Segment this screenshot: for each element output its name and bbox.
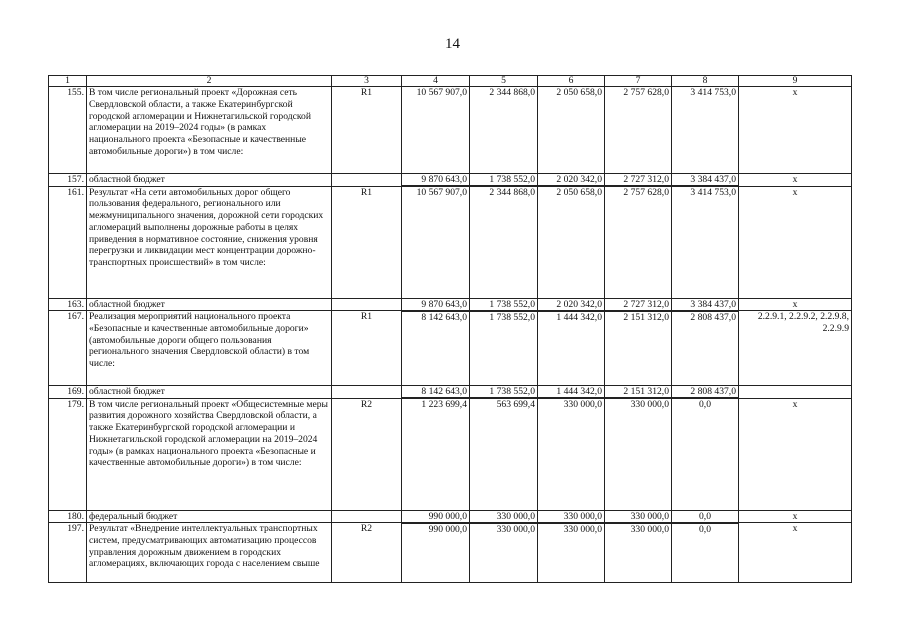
table-row [49, 298, 852, 311]
table-row [49, 87, 852, 174]
row-value-col5: 1 738 552,0 [470, 298, 538, 311]
row-value-col4: 10 567 907,0 [402, 186, 470, 298]
row-value-col6: 1 444 342,0 [538, 386, 605, 399]
row-reference: х [739, 87, 852, 174]
row-value-col4: 9 870 643,0 [402, 174, 470, 187]
row-code: R1 [332, 87, 402, 174]
row-value-col6: 330 000,0 [538, 398, 605, 510]
row-description: В том числе региональный проект «Общесистемные меры развития дорожного хозяйства Свердловской области, а также Екатеринбургской городской агломерации и Нижнетагильской городской агломерации на 2019–2024 годы» (в рамках национального проекта «Безопасные и качественные автомобильные дороги») в том числе: [87, 398, 332, 510]
row-code [332, 510, 402, 523]
row-value-col5: 330 000,0 [470, 510, 538, 523]
row-number: 179. [49, 398, 87, 510]
row-value-col4: 990 000,0 [402, 523, 470, 583]
header-cell: 6 [538, 76, 605, 87]
row-value-col4: 9 870 643,0 [402, 298, 470, 311]
row-value-col8: 3 414 753,0 [672, 87, 739, 174]
row-number: 155. [49, 87, 87, 174]
header-cell: 1 [49, 76, 87, 87]
row-value-col8: 0,0 [672, 398, 739, 510]
row-value-col7: 330 000,0 [605, 523, 672, 583]
row-value-col6: 330 000,0 [538, 510, 605, 523]
row-value-col4: 8 142 643,0 [402, 311, 470, 386]
row-description: областной бюджет [87, 386, 332, 399]
row-code: R2 [332, 523, 402, 583]
header-cell: 4 [402, 76, 470, 87]
row-description: областной бюджет [87, 174, 332, 187]
header-cell: 8 [672, 76, 739, 87]
row-number: 180. [49, 510, 87, 523]
table-row [49, 510, 852, 523]
header-cell: 9 [739, 76, 852, 87]
row-value-col7: 2 151 312,0 [605, 311, 672, 386]
row-reference: х [739, 510, 852, 523]
row-description: областной бюджет [87, 298, 332, 311]
row-value-col8: 3 414 753,0 [672, 186, 739, 298]
row-value-col6: 2 020 342,0 [538, 298, 605, 311]
row-description: Результат «На сети автомобильных дорог общего пользования федерального, регионального или межмуниципального значения, дорожной сети городских агломераций выполнены дорожные работы в целях приведения в нормативное состояние, снижения уровня перегрузки и ликвидации мест концентрации дорожно-транспортных происшествий» в том числе: [87, 186, 332, 298]
row-value-col7: 2 757 628,0 [605, 87, 672, 174]
table-row [49, 174, 852, 187]
row-number: 197. [49, 523, 87, 583]
row-code: R2 [332, 398, 402, 510]
row-value-col4: 1 223 699,4 [402, 398, 470, 510]
row-value-col5: 330 000,0 [470, 523, 538, 583]
table-row [49, 186, 852, 298]
row-code [332, 386, 402, 399]
header-cell: 5 [470, 76, 538, 87]
table-row [49, 311, 852, 386]
row-value-col8: 3 384 437,0 [672, 174, 739, 187]
row-reference: х [739, 523, 852, 583]
page-number: 14 [445, 36, 460, 52]
row-value-col6: 2 050 658,0 [538, 87, 605, 174]
table-row [49, 523, 852, 583]
row-value-col4: 10 567 907,0 [402, 87, 470, 174]
header-cell: 7 [605, 76, 672, 87]
budget-table [48, 75, 852, 583]
row-description: Результат «Внедрение интеллектуальных транспортных систем, предусматривающих автоматизацию процессов управления дорожным движением в городских агломерациях, включающих города с населением свыше [87, 523, 332, 583]
row-value-col6: 330 000,0 [538, 523, 605, 583]
row-value-col4: 990 000,0 [402, 510, 470, 523]
row-value-col7: 2 727 312,0 [605, 298, 672, 311]
row-number: 169. [49, 386, 87, 399]
row-value-col7: 330 000,0 [605, 398, 672, 510]
row-description: В том числе региональный проект «Дорожная сеть Свердловской области, а также Екатеринбургской городской агломерации и Нижнетагильской городской агломерации на 2019–2024 годы» (в рамках национального проекта «Безопасные и качественные автомобильные дороги») в том числе: [87, 87, 332, 174]
row-value-col6: 2 020 342,0 [538, 174, 605, 187]
row-code [332, 174, 402, 187]
row-value-col8: 0,0 [672, 523, 739, 583]
table-header-row [49, 76, 852, 87]
row-description: Реализация мероприятий национального проекта «Безопасные и качественные автомобильные дороги» (автомобильные дороги общего пользования регионального значения Свердловской области) в том числе: [87, 311, 332, 386]
row-value-col5: 563 699,4 [470, 398, 538, 510]
row-reference [739, 386, 852, 399]
row-code: R1 [332, 311, 402, 386]
row-value-col7: 2 151 312,0 [605, 386, 672, 399]
row-value-col4: 8 142 643,0 [402, 386, 470, 399]
row-reference: х [739, 174, 852, 187]
row-value-col5: 2 344 868,0 [470, 186, 538, 298]
row-value-col5: 1 738 552,0 [470, 174, 538, 187]
row-number: 157. [49, 174, 87, 187]
table-row [49, 386, 852, 399]
row-value-col5: 1 738 552,0 [470, 311, 538, 386]
row-number: 167. [49, 311, 87, 386]
row-value-col8: 2 808 437,0 [672, 311, 739, 386]
row-reference: х [739, 186, 852, 298]
row-description: федеральный бюджет [87, 510, 332, 523]
row-value-col7: 2 757 628,0 [605, 186, 672, 298]
row-value-col6: 2 050 658,0 [538, 186, 605, 298]
row-value-col8: 2 808 437,0 [672, 386, 739, 399]
row-reference: х [739, 298, 852, 311]
row-value-col6: 1 444 342,0 [538, 311, 605, 386]
header-cell: 3 [332, 76, 402, 87]
row-value-col7: 330 000,0 [605, 510, 672, 523]
row-number: 163. [49, 298, 87, 311]
row-reference: 2.2.9.1, 2.2.9.2, 2.2.9.8, 2.2.9.9 [739, 311, 852, 386]
row-value-col7: 2 727 312,0 [605, 174, 672, 187]
row-value-col5: 2 344 868,0 [470, 87, 538, 174]
row-number: 161. [49, 186, 87, 298]
row-value-col8: 0,0 [672, 510, 739, 523]
row-reference: х [739, 398, 852, 510]
header-cell: 2 [87, 76, 332, 87]
row-code: R1 [332, 186, 402, 298]
table-row [49, 398, 852, 510]
row-code [332, 298, 402, 311]
row-value-col5: 1 738 552,0 [470, 386, 538, 399]
row-value-col8: 3 384 437,0 [672, 298, 739, 311]
